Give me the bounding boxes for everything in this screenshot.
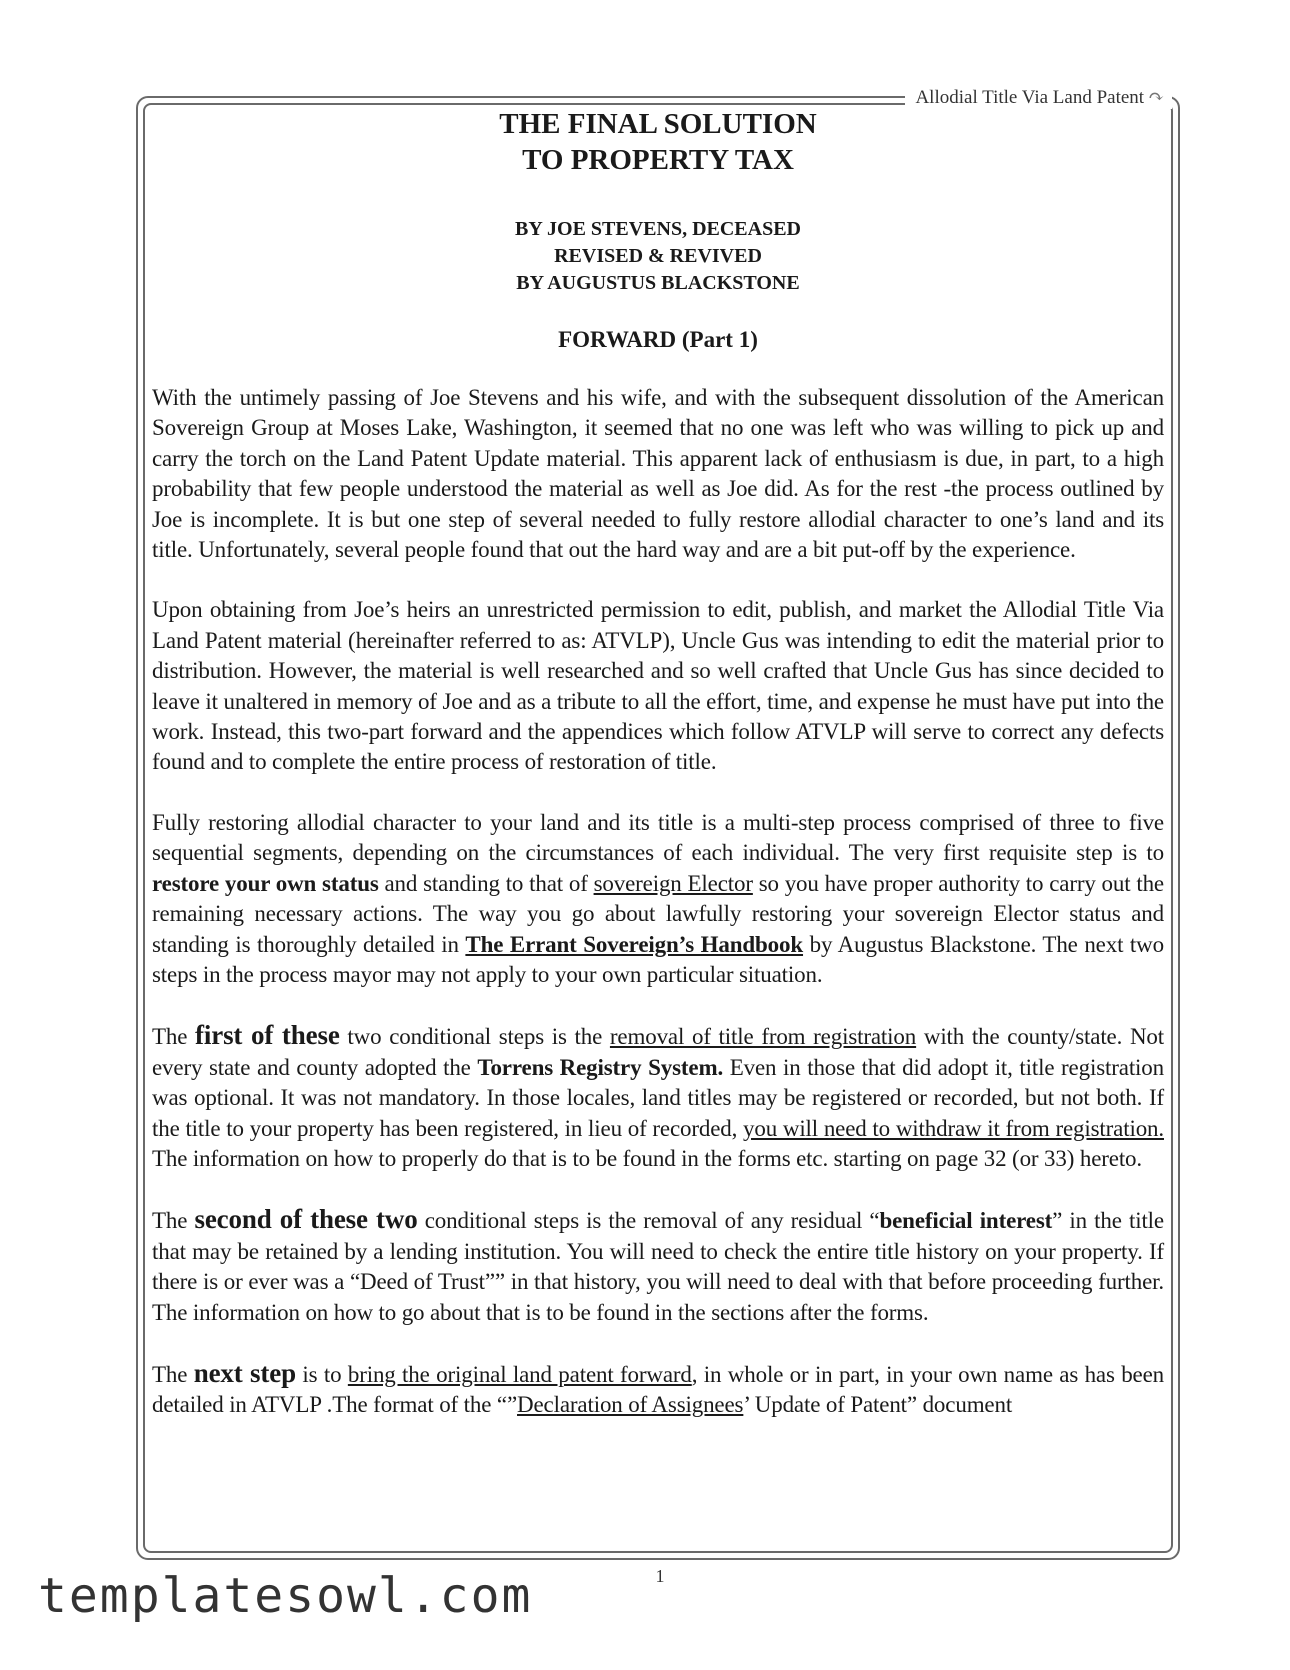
text-run: is to: [295, 1361, 348, 1387]
section-heading: FORWARD (Part 1): [558, 327, 758, 352]
text-run: Even in those that did adopt it, title registration was optional. It was not mandatory. In those locales, land titles may be registered or recorded, but not both. If the title to your property has been registered, in lieu of recorded,: [152, 1054, 1164, 1141]
underlined-phrase: sovereign Elector: [593, 870, 753, 896]
byline-line-2: REVISED & REVIVED: [554, 245, 762, 267]
byline-line-1: BY JOE STEVENS, DECEASED: [514, 218, 801, 240]
underlined-phrase: Declaration of Assignees: [517, 1392, 744, 1418]
page-content: [152, 106, 1164, 1451]
underlined-phrase: you will need to withdraw it from registration.: [743, 1115, 1164, 1141]
text-run: by Augustus Blackstone. The next two steps in the process mayor may not apply to your own particular situation.: [152, 931, 1164, 987]
bold-phrase: restore your own status: [152, 870, 379, 896]
text-run: two conditional steps is the: [339, 1024, 610, 1050]
text-run: The: [152, 1024, 196, 1050]
paragraph-1: With the untimely passing of Joe Stevens and his wife, and with the subsequent dissolution of the American Sovereign Group at Moses Lake, Washington, it seemed that no one was left who was willing to pick up and carry the torch on the Land Patent Update material. This apparent lack of enthusiasm is due, in part, to a high probability that few people understood the material as well as Joe did. As for the rest -the process outlined by Joe is incomplete. It is but one step of several needed to fully restore allodial character to one’s land and its title. Unfortunately, several people found that out the hard way and are a bit put-off by the experience.: [152, 385, 1164, 563]
document-title: [152, 106, 1164, 178]
text-run: The information on how to properly do that is to be found in the forms etc. starting on page 32 (or 33) hereto.: [152, 1145, 1143, 1171]
byline-line-3: BY AUGUSTUS BLACKSTONE: [516, 272, 800, 294]
text-run: with the county/state. Not every state and county adopted the: [152, 1024, 1164, 1080]
emphasis-phrase: next step: [193, 1357, 296, 1388]
bold-phrase: beneficial interest: [879, 1208, 1053, 1234]
text-run: Fully restoring allodial character to your land and its title is a multi-step process comprised of three to five sequential segments, depending on the circumstances of each individual. The very first requisite step is to: [152, 809, 1164, 866]
bold-phrase: Torrens Registry System.: [477, 1054, 724, 1080]
text-run: The: [152, 1361, 194, 1387]
underlined-phrase: removal of title from registration: [609, 1024, 917, 1050]
book-title-reference: The Errant Sovereign’s Handbook: [465, 931, 804, 957]
text-run: , in whole or in part, in your own name as has been detailed in ATVLP .The format of the “”: [152, 1361, 1165, 1418]
paragraph-4: [152, 1020, 1164, 1174]
title-line-1: THE FINAL SOLUTION: [499, 108, 817, 140]
text-run: conditional steps is the removal of any residual “: [417, 1208, 880, 1234]
paragraph-6: [152, 1358, 1164, 1421]
paragraph-3: [152, 808, 1164, 990]
text-run: ” in the title that may be retained by a lending institution. You will need to check the entire title history on your property. If there is or ever was a “Deed of Trust”” in that history, you will need to deal with that before proceeding further. The information on how to go about that is to be found in the sections after the forms.: [152, 1208, 1164, 1325]
text-run: The: [152, 1208, 195, 1234]
underlined-phrase: bring the original land patent forward: [347, 1361, 692, 1387]
text-run: so you have proper authority to carry out the remaining necessary actions. The way you go about lawfully restoring your sovereign Elector status and standing is thoroughly detailed in: [152, 870, 1164, 957]
byline: [152, 216, 1164, 297]
emphasis-phrase: first of these: [195, 1020, 340, 1051]
emphasis-phrase: second of these two: [194, 1204, 418, 1235]
paragraph-5: [152, 1204, 1164, 1328]
header-hook-icon: ↷: [1148, 87, 1164, 108]
running-header-title: Allodial Title Via Land Patent: [915, 87, 1145, 108]
page-number: 1: [655, 1566, 665, 1586]
title-line-2: TO PROPERTY TAX: [522, 144, 794, 176]
watermark: templatesowl.com: [38, 1568, 533, 1624]
text-run: ’ Update of Patent” document: [743, 1392, 1013, 1418]
paragraph-2: Upon obtaining from Joe’s heirs an unrestricted permission to edit, publish, and market the Allodial Title Via Land Patent material (hereinafter referred to as: ATVLP), Uncle Gus was intending to edit the material prior to distribution. However, the material is well researched and so well crafted that Uncle Gus has since decided to leave it unaltered in memory of Joe and as a tribute to all the effort, time, and expense he must have put into the work. Instead, this two-part forward and the appendices which follow ATVLP will serve to correct any defects found and to complete the entire process of restoration of title.: [152, 597, 1164, 775]
text-run: and standing to that of: [378, 870, 594, 896]
